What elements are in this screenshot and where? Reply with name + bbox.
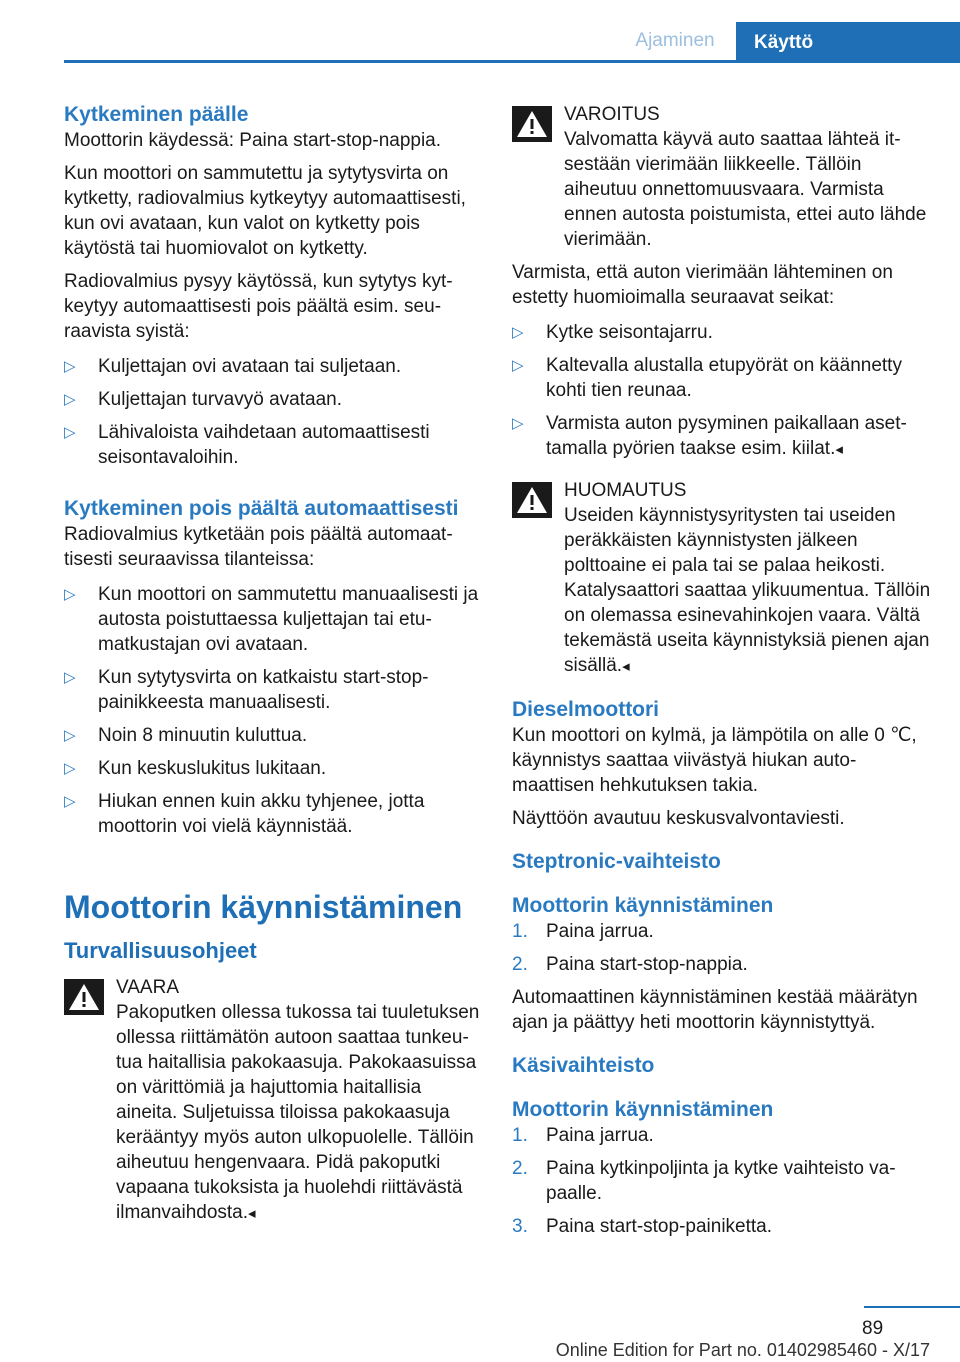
triangle-bullet-icon: ▷: [64, 793, 76, 810]
list-item: ▷ Noin 8 minuutin kuluttua.: [64, 725, 308, 746]
paragraph: Näyttöön avautuu keskusvalvontaviesti.: [512, 808, 845, 829]
list-item: ▷ Varmista auton pysyminen paikallaan asettamalla pyörien taakse esim. kiilat.◂: [512, 413, 907, 459]
heading-dieselmoottori: Dieselmoottori: [512, 698, 660, 721]
heading-moottorin-kaynnistaminen: Moottorin käynnistäminen: [64, 889, 463, 925]
bullet-list: [64, 582, 484, 839]
list-item: 2. Paina start-stop-nappia.: [512, 954, 748, 975]
list-item: ▷ Kun sytytysvirta on katkaistu start-stop-painikkeesta manuaalisesti.: [64, 667, 429, 713]
right-column: [512, 102, 932, 1247]
page-number: 89: [862, 1318, 884, 1339]
warning-varoitus: [512, 102, 932, 252]
warning-triangle-icon: [512, 482, 552, 518]
list-item: ▷ Kaltevalla alustalla etupyörät on käännetty kohti tien reunaa.: [512, 355, 902, 401]
heading-steptronic: Steptronic-vaihteisto: [512, 850, 721, 873]
heading-kytkeminen-pois: Kytkeminen pois päältä automaattisesti: [64, 497, 459, 520]
heading-moottorin-kaynnistaminen-1: Moottorin käynnistäminen: [512, 894, 774, 917]
triangle-bullet-icon: ▷: [64, 358, 76, 375]
bullet-list: [64, 354, 484, 470]
list-item: 3. Paina start-stop-painiketta.: [512, 1216, 773, 1237]
warning-title: VAROITUS: [564, 104, 660, 125]
heading-kytkeminen-paalle: Kytkeminen päälle: [64, 103, 249, 126]
numbered-list: [512, 1123, 932, 1239]
heading-kasivaihteisto: Käsivaihteisto: [512, 1054, 655, 1077]
list-item: ▷ Kuljettajan turvavyö avataan.: [64, 389, 342, 410]
warning-huomautus: [512, 478, 932, 679]
triangle-bullet-icon: ▷: [512, 357, 524, 374]
left-column: [64, 102, 484, 1226]
list-item: ▷ Kytke seisontajarru.: [512, 322, 713, 343]
heading-turvallisuusohjeet: Turvallisuusohjeet: [64, 938, 257, 963]
end-mark-icon: ◂: [248, 1205, 256, 1222]
header-tab-kaytto: Käyttö: [736, 22, 960, 63]
warning-text: Valvomatta käyvä auto saattaa lähteä itsestään vierimään liikkeelle. Tällöin aiheutuu onnettomuusvaara. Varmista ennen autosta poistumista, ettei auto lähde vierimään.: [564, 129, 927, 250]
footer-edition: Online Edition for Part no. 01402985460 - X/17: [555, 1340, 930, 1360]
paragraph: Radiovalmius pysyy käytössä, kun sytytys kytkeytyy automaattisesti pois päältä esim. seuraavista syistä:: [64, 271, 453, 342]
warning-text: Pakoputken ollessa tukossa tai tuuletuksen ollessa riittämätön autoon saattaa tunkeutua haitallisia pakokaasuja. Pakokaasuissa on värittömiä ja hajuttomia haitallisia aineita. Suljetuissa tiloissa pakokaasuja kerääntyy myös auton ulkopuolelle. Tällöin aiheutuu hengenvaara. Pidä pakoputki vapaana tukoksista ja huolehdi riittävästä ilmanvaihdosta.◂: [116, 1002, 480, 1223]
triangle-bullet-icon: ▷: [512, 324, 524, 341]
paragraph: Radiovalmius kytketään pois päältä automaattisesti seuraavissa tilanteissa:: [64, 524, 453, 570]
warning-triangle-icon: [512, 106, 552, 142]
header-rule: [64, 60, 960, 63]
end-mark-icon: ◂: [622, 658, 630, 675]
paragraph: Automaattinen käynnistäminen kestää määrätyn ajan ja päättyy heti moottorin käynnistyttyä.: [512, 987, 918, 1033]
end-mark-icon: ◂: [835, 441, 843, 458]
warning-text: Useiden käynnistysyritysten tai useiden peräkkäisten käynnistysten jälkeen polttoaine ei pala tai se palaa heikosti. Katalysaattori saattaa ylikuumentua. Tällöin on olemassa esinevahinkojen vaara. Vältä tekemästä useita käynnistyksiä pienen ajan sisällä.◂: [564, 505, 931, 676]
triangle-bullet-icon: ▷: [64, 727, 76, 744]
warning-title: HUOMAUTUS: [564, 480, 687, 501]
paragraph: Kun moottori on sammutettu ja sytytysvirta on kytketty, radiovalmius kytkeytyy automaattisesti, kun ovi avataan, kun valot on kytketty pois käytöstä tai huomiovalot on kytketty.: [64, 163, 466, 259]
triangle-bullet-icon: ▷: [64, 760, 76, 777]
footer-rule: [864, 1306, 960, 1308]
heading-moottorin-kaynnistaminen-2: Moottorin käynnistäminen: [512, 1098, 774, 1121]
triangle-bullet-icon: ▷: [64, 669, 76, 686]
triangle-bullet-icon: ▷: [64, 424, 76, 441]
list-item: 2. Paina kytkinpoljinta ja kytke vaihteisto vapaalle.: [512, 1158, 896, 1204]
numbered-list: [512, 919, 932, 977]
paragraph: Kun moottori on kylmä, ja lämpötila on alle 0 ℃, käynnistys saattaa viivästyä hiukan automaattisen hehkutuksen takia.: [512, 725, 917, 796]
paragraph: Varmista, että auton vierimään lähteminen on estetty huomioimalla seuraavat seikat:: [512, 262, 893, 308]
list-item: ▷ Kun keskuslukitus lukitaan.: [64, 758, 327, 779]
triangle-bullet-icon: ▷: [64, 391, 76, 408]
header-tab-ajaminen: Ajaminen: [635, 30, 715, 51]
warning-title: VAARA: [116, 977, 180, 998]
triangle-bullet-icon: ▷: [512, 415, 524, 432]
bullet-list: [512, 320, 932, 462]
warning-vaara: [64, 975, 484, 1226]
list-item: 1. Paina jarrua.: [512, 921, 654, 942]
list-item: ▷ Kuljettajan ovi avataan tai suljetaan.: [64, 356, 402, 377]
list-item: ▷ Hiukan ennen kuin akku tyhjenee, jotta moottorin voi vielä käynnistää.: [64, 791, 425, 837]
triangle-bullet-icon: ▷: [64, 586, 76, 603]
list-item: ▷ Lähivaloista vaihdetaan automaattisesti seisontavaloihin.: [64, 422, 430, 468]
paragraph: Moottorin käydessä: Paina start-stop-nappia.: [64, 130, 442, 151]
warning-triangle-icon: [64, 979, 104, 1015]
list-item: 1. Paina jarrua.: [512, 1125, 654, 1146]
list-item: ▷ Kun moottori on sammutettu manuaalisesti ja autosta poistuttaessa kuljettajan tai etumatkustajan ovi avataan.: [64, 584, 479, 655]
